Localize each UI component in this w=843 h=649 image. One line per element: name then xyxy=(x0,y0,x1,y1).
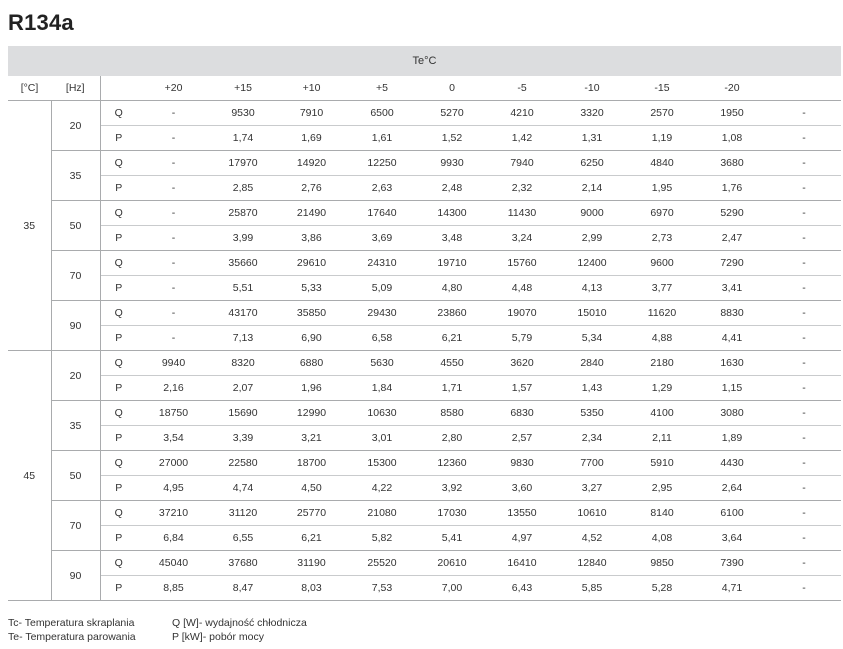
value-cell: 4,80 xyxy=(417,276,487,301)
table-header xyxy=(8,46,841,101)
value-cell: 3,99 xyxy=(210,226,276,251)
table-row xyxy=(8,276,841,301)
value-cell: 3,54 xyxy=(137,426,210,451)
value-cell: 2,85 xyxy=(210,176,276,201)
value-cell: 5,85 xyxy=(557,576,627,601)
value-cell: 19070 xyxy=(487,301,557,326)
value-cell: 24310 xyxy=(347,251,417,276)
value-cell: 6970 xyxy=(627,201,697,226)
value-cell: 3,86 xyxy=(276,226,347,251)
value-cell: - xyxy=(767,526,841,551)
value-cell: 25770 xyxy=(276,501,347,526)
hz-cell: 90 xyxy=(51,301,100,351)
table-row xyxy=(8,526,841,551)
row-type-label: Q xyxy=(100,351,137,376)
value-cell: 1,19 xyxy=(627,126,697,151)
performance-table xyxy=(8,46,841,601)
value-cell: 7290 xyxy=(697,251,767,276)
value-cell: - xyxy=(767,301,841,326)
row-type-label: P xyxy=(100,426,137,451)
value-cell: 1,96 xyxy=(276,376,347,401)
value-cell: 3,64 xyxy=(697,526,767,551)
value-cell: 2,76 xyxy=(276,176,347,201)
value-cell: 9830 xyxy=(487,451,557,476)
value-cell: 7390 xyxy=(697,551,767,576)
row-type-label: Q xyxy=(100,301,137,326)
value-cell: 3,69 xyxy=(347,226,417,251)
row-type-label: Q xyxy=(100,551,137,576)
value-cell: 12360 xyxy=(417,451,487,476)
legend-te: Te- Temperatura parowania xyxy=(8,631,136,643)
value-cell: 1,52 xyxy=(417,126,487,151)
table-row xyxy=(8,326,841,351)
value-cell: 23860 xyxy=(417,301,487,326)
value-cell: 11430 xyxy=(487,201,557,226)
value-cell: 8140 xyxy=(627,501,697,526)
tc-group-cell: 35 xyxy=(8,101,51,351)
row-type-label: P xyxy=(100,226,137,251)
row-type-label: P xyxy=(100,476,137,501)
value-cell: 4840 xyxy=(627,151,697,176)
row-type-label: Q xyxy=(100,501,137,526)
value-cell: - xyxy=(767,176,841,201)
value-cell: 9850 xyxy=(627,551,697,576)
value-cell: - xyxy=(767,201,841,226)
legend-q: Q [W]- wydajność chłodnicza xyxy=(172,617,307,629)
value-cell: 3680 xyxy=(697,151,767,176)
value-cell: - xyxy=(767,501,841,526)
value-cell: 2,64 xyxy=(697,476,767,501)
value-cell: 8,47 xyxy=(210,576,276,601)
value-cell: 4430 xyxy=(697,451,767,476)
value-cell: 2,14 xyxy=(557,176,627,201)
value-cell: 4,50 xyxy=(276,476,347,501)
row-type-label: P xyxy=(100,326,137,351)
value-cell: 5350 xyxy=(557,401,627,426)
value-cell: 35850 xyxy=(276,301,347,326)
table-row xyxy=(8,226,841,251)
value-cell: 7,53 xyxy=(347,576,417,601)
value-cell: 4,52 xyxy=(557,526,627,551)
table-row xyxy=(8,576,841,601)
value-cell: 1950 xyxy=(697,101,767,126)
row-type-label: Q xyxy=(100,151,137,176)
value-cell: 3,39 xyxy=(210,426,276,451)
row-type-label: P xyxy=(100,526,137,551)
value-cell: 1,43 xyxy=(557,376,627,401)
table-row xyxy=(8,451,841,476)
row-type-label: Q xyxy=(100,401,137,426)
te-column-header: 0 xyxy=(417,76,487,101)
value-cell: 6,90 xyxy=(276,326,347,351)
value-cell: 1,15 xyxy=(697,376,767,401)
value-cell: 2,57 xyxy=(487,426,557,451)
value-cell: 5,33 xyxy=(276,276,347,301)
value-cell: - xyxy=(767,551,841,576)
value-cell: 1,57 xyxy=(487,376,557,401)
value-cell: 1,74 xyxy=(210,126,276,151)
value-cell: 18700 xyxy=(276,451,347,476)
value-cell: 7940 xyxy=(487,151,557,176)
hz-unit-header: [Hz] xyxy=(51,76,100,101)
value-cell: 15300 xyxy=(347,451,417,476)
value-cell: 4,88 xyxy=(627,326,697,351)
page-title: R134a xyxy=(8,10,74,35)
value-cell: 2,47 xyxy=(697,226,767,251)
value-cell: 4,13 xyxy=(557,276,627,301)
value-cell: 2,11 xyxy=(627,426,697,451)
table-row xyxy=(8,101,841,126)
value-cell: 4,71 xyxy=(697,576,767,601)
value-cell: 17970 xyxy=(210,151,276,176)
value-cell: 9600 xyxy=(627,251,697,276)
legend-tc: Tc- Temperatura skraplania xyxy=(8,617,135,629)
value-cell: 5910 xyxy=(627,451,697,476)
value-cell: 2,73 xyxy=(627,226,697,251)
row-type-label: P xyxy=(100,176,137,201)
value-cell: 3,77 xyxy=(627,276,697,301)
value-cell: 2,16 xyxy=(137,376,210,401)
value-cell: - xyxy=(137,151,210,176)
value-cell: 8320 xyxy=(210,351,276,376)
value-cell: 5,51 xyxy=(210,276,276,301)
value-cell: 1,61 xyxy=(347,126,417,151)
hz-cell: 50 xyxy=(51,451,100,501)
table-row xyxy=(8,351,841,376)
value-cell: - xyxy=(137,326,210,351)
value-cell: 11620 xyxy=(627,301,697,326)
value-cell: 8830 xyxy=(697,301,767,326)
table-row xyxy=(8,426,841,451)
hz-cell: 35 xyxy=(51,151,100,201)
value-cell: 4210 xyxy=(487,101,557,126)
value-cell: - xyxy=(767,101,841,126)
table-row xyxy=(8,401,841,426)
value-cell: 12990 xyxy=(276,401,347,426)
value-cell: 5270 xyxy=(417,101,487,126)
table-row xyxy=(8,551,841,576)
te-column-header: +10 xyxy=(276,76,347,101)
value-cell: 4,95 xyxy=(137,476,210,501)
value-cell: 3,60 xyxy=(487,476,557,501)
value-cell: 5,82 xyxy=(347,526,417,551)
table-row xyxy=(8,201,841,226)
value-cell: - xyxy=(767,126,841,151)
value-cell: 15760 xyxy=(487,251,557,276)
value-cell: 6500 xyxy=(347,101,417,126)
value-cell: 45040 xyxy=(137,551,210,576)
value-cell: 1,29 xyxy=(627,376,697,401)
value-cell: 7,00 xyxy=(417,576,487,601)
value-cell: 3320 xyxy=(557,101,627,126)
value-cell: 4,97 xyxy=(487,526,557,551)
hz-cell: 70 xyxy=(51,501,100,551)
value-cell: 3,41 xyxy=(697,276,767,301)
value-cell: 37680 xyxy=(210,551,276,576)
row-type-label: P xyxy=(100,276,137,301)
value-cell: 15690 xyxy=(210,401,276,426)
value-cell: - xyxy=(137,276,210,301)
value-cell: 7910 xyxy=(276,101,347,126)
value-cell: 9000 xyxy=(557,201,627,226)
hz-cell: 20 xyxy=(51,351,100,401)
value-cell: 21080 xyxy=(347,501,417,526)
value-cell: - xyxy=(767,151,841,176)
value-cell: - xyxy=(137,251,210,276)
value-cell: 4550 xyxy=(417,351,487,376)
value-cell: 10610 xyxy=(557,501,627,526)
table-body xyxy=(8,101,841,601)
value-cell: 8,85 xyxy=(137,576,210,601)
value-cell: 2,32 xyxy=(487,176,557,201)
value-cell: 1,89 xyxy=(697,426,767,451)
row-type-label: Q xyxy=(100,451,137,476)
value-cell: 2,34 xyxy=(557,426,627,451)
value-cell: 4,08 xyxy=(627,526,697,551)
value-cell: 18750 xyxy=(137,401,210,426)
value-cell: - xyxy=(767,576,841,601)
value-cell: - xyxy=(137,226,210,251)
value-cell: 1,31 xyxy=(557,126,627,151)
value-cell: 16410 xyxy=(487,551,557,576)
value-cell: 5,34 xyxy=(557,326,627,351)
value-cell: 3,27 xyxy=(557,476,627,501)
value-cell: - xyxy=(137,201,210,226)
value-cell: 6,58 xyxy=(347,326,417,351)
value-cell: 12840 xyxy=(557,551,627,576)
value-cell: 6,21 xyxy=(417,326,487,351)
value-cell: 1,95 xyxy=(627,176,697,201)
hz-cell: 20 xyxy=(51,101,100,151)
value-cell: 1,69 xyxy=(276,126,347,151)
table-row xyxy=(8,126,841,151)
value-cell: 4,22 xyxy=(347,476,417,501)
value-cell: - xyxy=(137,301,210,326)
value-cell: - xyxy=(767,451,841,476)
value-cell: 2,80 xyxy=(417,426,487,451)
table-row xyxy=(8,501,841,526)
te-column-header: +5 xyxy=(347,76,417,101)
te-column-header: +15 xyxy=(210,76,276,101)
value-cell: 19710 xyxy=(417,251,487,276)
value-cell: 27000 xyxy=(137,451,210,476)
value-cell: 6,55 xyxy=(210,526,276,551)
value-cell: 25870 xyxy=(210,201,276,226)
value-cell: - xyxy=(767,251,841,276)
value-cell: 6,21 xyxy=(276,526,347,551)
value-cell: 29430 xyxy=(347,301,417,326)
te-header: Te°C xyxy=(8,46,841,76)
legend-quantities xyxy=(172,616,307,644)
table-row xyxy=(8,176,841,201)
value-cell: 6880 xyxy=(276,351,347,376)
value-cell: 17640 xyxy=(347,201,417,226)
row-type-label: Q xyxy=(100,201,137,226)
value-cell: 4100 xyxy=(627,401,697,426)
value-cell: - xyxy=(137,126,210,151)
row-type-label: P xyxy=(100,126,137,151)
table-row xyxy=(8,301,841,326)
value-cell: 29610 xyxy=(276,251,347,276)
value-cell: 7700 xyxy=(557,451,627,476)
value-cell: 12250 xyxy=(347,151,417,176)
value-cell: 5,41 xyxy=(417,526,487,551)
value-cell: 2,95 xyxy=(627,476,697,501)
value-cell: 4,48 xyxy=(487,276,557,301)
value-cell: - xyxy=(767,401,841,426)
value-cell: 43170 xyxy=(210,301,276,326)
value-cell: 1,08 xyxy=(697,126,767,151)
value-cell: 10630 xyxy=(347,401,417,426)
row-type-label: P xyxy=(100,376,137,401)
value-cell: 15010 xyxy=(557,301,627,326)
value-cell: 2570 xyxy=(627,101,697,126)
row-type-label: Q xyxy=(100,251,137,276)
value-cell: 6,43 xyxy=(487,576,557,601)
value-cell: 6830 xyxy=(487,401,557,426)
value-cell: 31190 xyxy=(276,551,347,576)
value-cell: 3080 xyxy=(697,401,767,426)
value-cell: 7,13 xyxy=(210,326,276,351)
value-cell: 1,76 xyxy=(697,176,767,201)
value-cell: - xyxy=(767,426,841,451)
tc-unit-header: [°C] xyxy=(8,76,51,101)
value-cell: 3,48 xyxy=(417,226,487,251)
legend-temperatures xyxy=(8,616,136,644)
value-cell: 25520 xyxy=(347,551,417,576)
value-cell: 6250 xyxy=(557,151,627,176)
value-cell: 3,24 xyxy=(487,226,557,251)
value-cell: 37210 xyxy=(137,501,210,526)
value-cell: - xyxy=(767,376,841,401)
te-column-header: +20 xyxy=(137,76,210,101)
value-cell: 8580 xyxy=(417,401,487,426)
value-cell: 17030 xyxy=(417,501,487,526)
value-cell: 6100 xyxy=(697,501,767,526)
value-cell: 22580 xyxy=(210,451,276,476)
row-type-label: Q xyxy=(100,101,137,126)
hz-cell: 50 xyxy=(51,201,100,251)
value-cell: 2180 xyxy=(627,351,697,376)
value-cell: 9530 xyxy=(210,101,276,126)
value-cell: 1,71 xyxy=(417,376,487,401)
te-column-header xyxy=(767,76,841,101)
hz-cell: 70 xyxy=(51,251,100,301)
value-cell: 13550 xyxy=(487,501,557,526)
value-cell: 3,01 xyxy=(347,426,417,451)
te-column-header: -10 xyxy=(557,76,627,101)
value-cell: 3,92 xyxy=(417,476,487,501)
value-cell: 1,42 xyxy=(487,126,557,151)
value-cell: 5,09 xyxy=(347,276,417,301)
hz-cell: 90 xyxy=(51,551,100,601)
value-cell: 20610 xyxy=(417,551,487,576)
value-cell: - xyxy=(767,351,841,376)
value-cell: - xyxy=(767,226,841,251)
table-row xyxy=(8,251,841,276)
value-cell: 35660 xyxy=(210,251,276,276)
value-cell: 9930 xyxy=(417,151,487,176)
value-cell: 14920 xyxy=(276,151,347,176)
value-cell: - xyxy=(137,101,210,126)
value-cell: 4,74 xyxy=(210,476,276,501)
value-cell: 2,07 xyxy=(210,376,276,401)
table-row xyxy=(8,476,841,501)
value-cell: 5,79 xyxy=(487,326,557,351)
value-cell: 1630 xyxy=(697,351,767,376)
value-cell: - xyxy=(767,476,841,501)
value-cell: 8,03 xyxy=(276,576,347,601)
value-cell: 12400 xyxy=(557,251,627,276)
value-cell: 3620 xyxy=(487,351,557,376)
value-cell: 5,28 xyxy=(627,576,697,601)
value-cell: 4,41 xyxy=(697,326,767,351)
value-cell: 5290 xyxy=(697,201,767,226)
value-cell: 2,63 xyxy=(347,176,417,201)
type-header xyxy=(100,76,137,101)
value-cell: 14300 xyxy=(417,201,487,226)
value-cell: - xyxy=(767,276,841,301)
tc-group-cell: 45 xyxy=(8,351,51,601)
table-row xyxy=(8,151,841,176)
value-cell: 2,48 xyxy=(417,176,487,201)
te-column-header: -5 xyxy=(487,76,557,101)
table-row xyxy=(8,376,841,401)
value-cell: 31120 xyxy=(210,501,276,526)
legend-p: P [kW]- pobór mocy xyxy=(172,631,264,643)
value-cell: 2,99 xyxy=(557,226,627,251)
te-column-header: -20 xyxy=(697,76,767,101)
value-cell: - xyxy=(767,326,841,351)
te-column-header: -15 xyxy=(627,76,697,101)
value-cell: 2840 xyxy=(557,351,627,376)
value-cell: 3,21 xyxy=(276,426,347,451)
hz-cell: 35 xyxy=(51,401,100,451)
row-type-label: P xyxy=(100,576,137,601)
value-cell: 5630 xyxy=(347,351,417,376)
value-cell: 1,84 xyxy=(347,376,417,401)
value-cell: 9940 xyxy=(137,351,210,376)
value-cell: 21490 xyxy=(276,201,347,226)
value-cell: - xyxy=(137,176,210,201)
value-cell: 6,84 xyxy=(137,526,210,551)
